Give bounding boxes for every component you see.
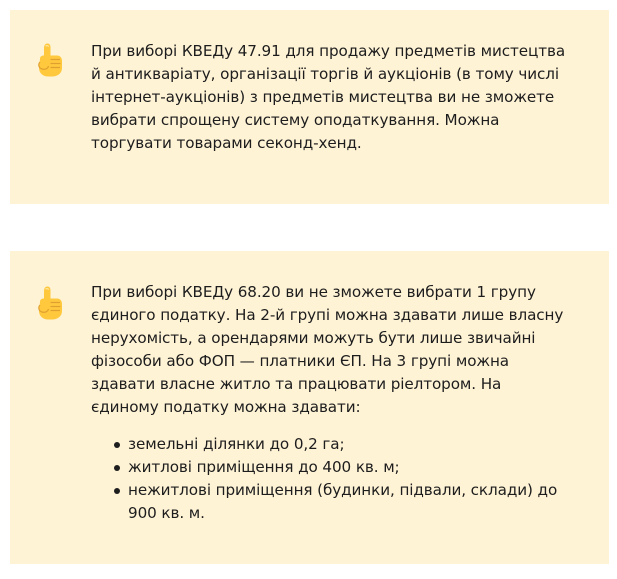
note-paragraph: При виборі КВЕДу 68.20 ви не зможете вибрати 1 групу єдиного податку. На 2-й групі можна здавати лише власну нерухомість, а орендарями можуть бути лише звичайні фізособи або ФОП — платники ЄП. На 3 групі можна здавати власне житло та працювати ріелтором. На єдиному податку можна здавати: — [91, 283, 564, 416]
list-item: земельні ділянки до 0,2 га; — [128, 433, 571, 456]
note-paragraph: При виборі КВЕДу 47.91 для продажу предметів мистецтва й антикваріату, організації торгів й аукціонів (в тому числі інтернет-аукціонів) з предметів мистецтва ви не зможете вибрати спрощену систему оподаткування. Можна торгувати товарами секонд-хенд. — [91, 42, 566, 152]
list-item: житлові приміщення до 400 кв. м; — [128, 456, 571, 479]
pointing-up-hand-icon — [35, 285, 65, 321]
note-text-block — [91, 281, 571, 525]
note-text-block — [91, 40, 571, 155]
pointing-up-hand-icon — [35, 42, 65, 78]
info-note-kved-47-91 — [10, 10, 609, 204]
bullet-list — [91, 433, 571, 525]
list-item: нежитлові приміщення (будинки, підвали, склади) до 900 кв. м. — [128, 479, 571, 525]
info-note-kved-68-20 — [10, 251, 609, 564]
